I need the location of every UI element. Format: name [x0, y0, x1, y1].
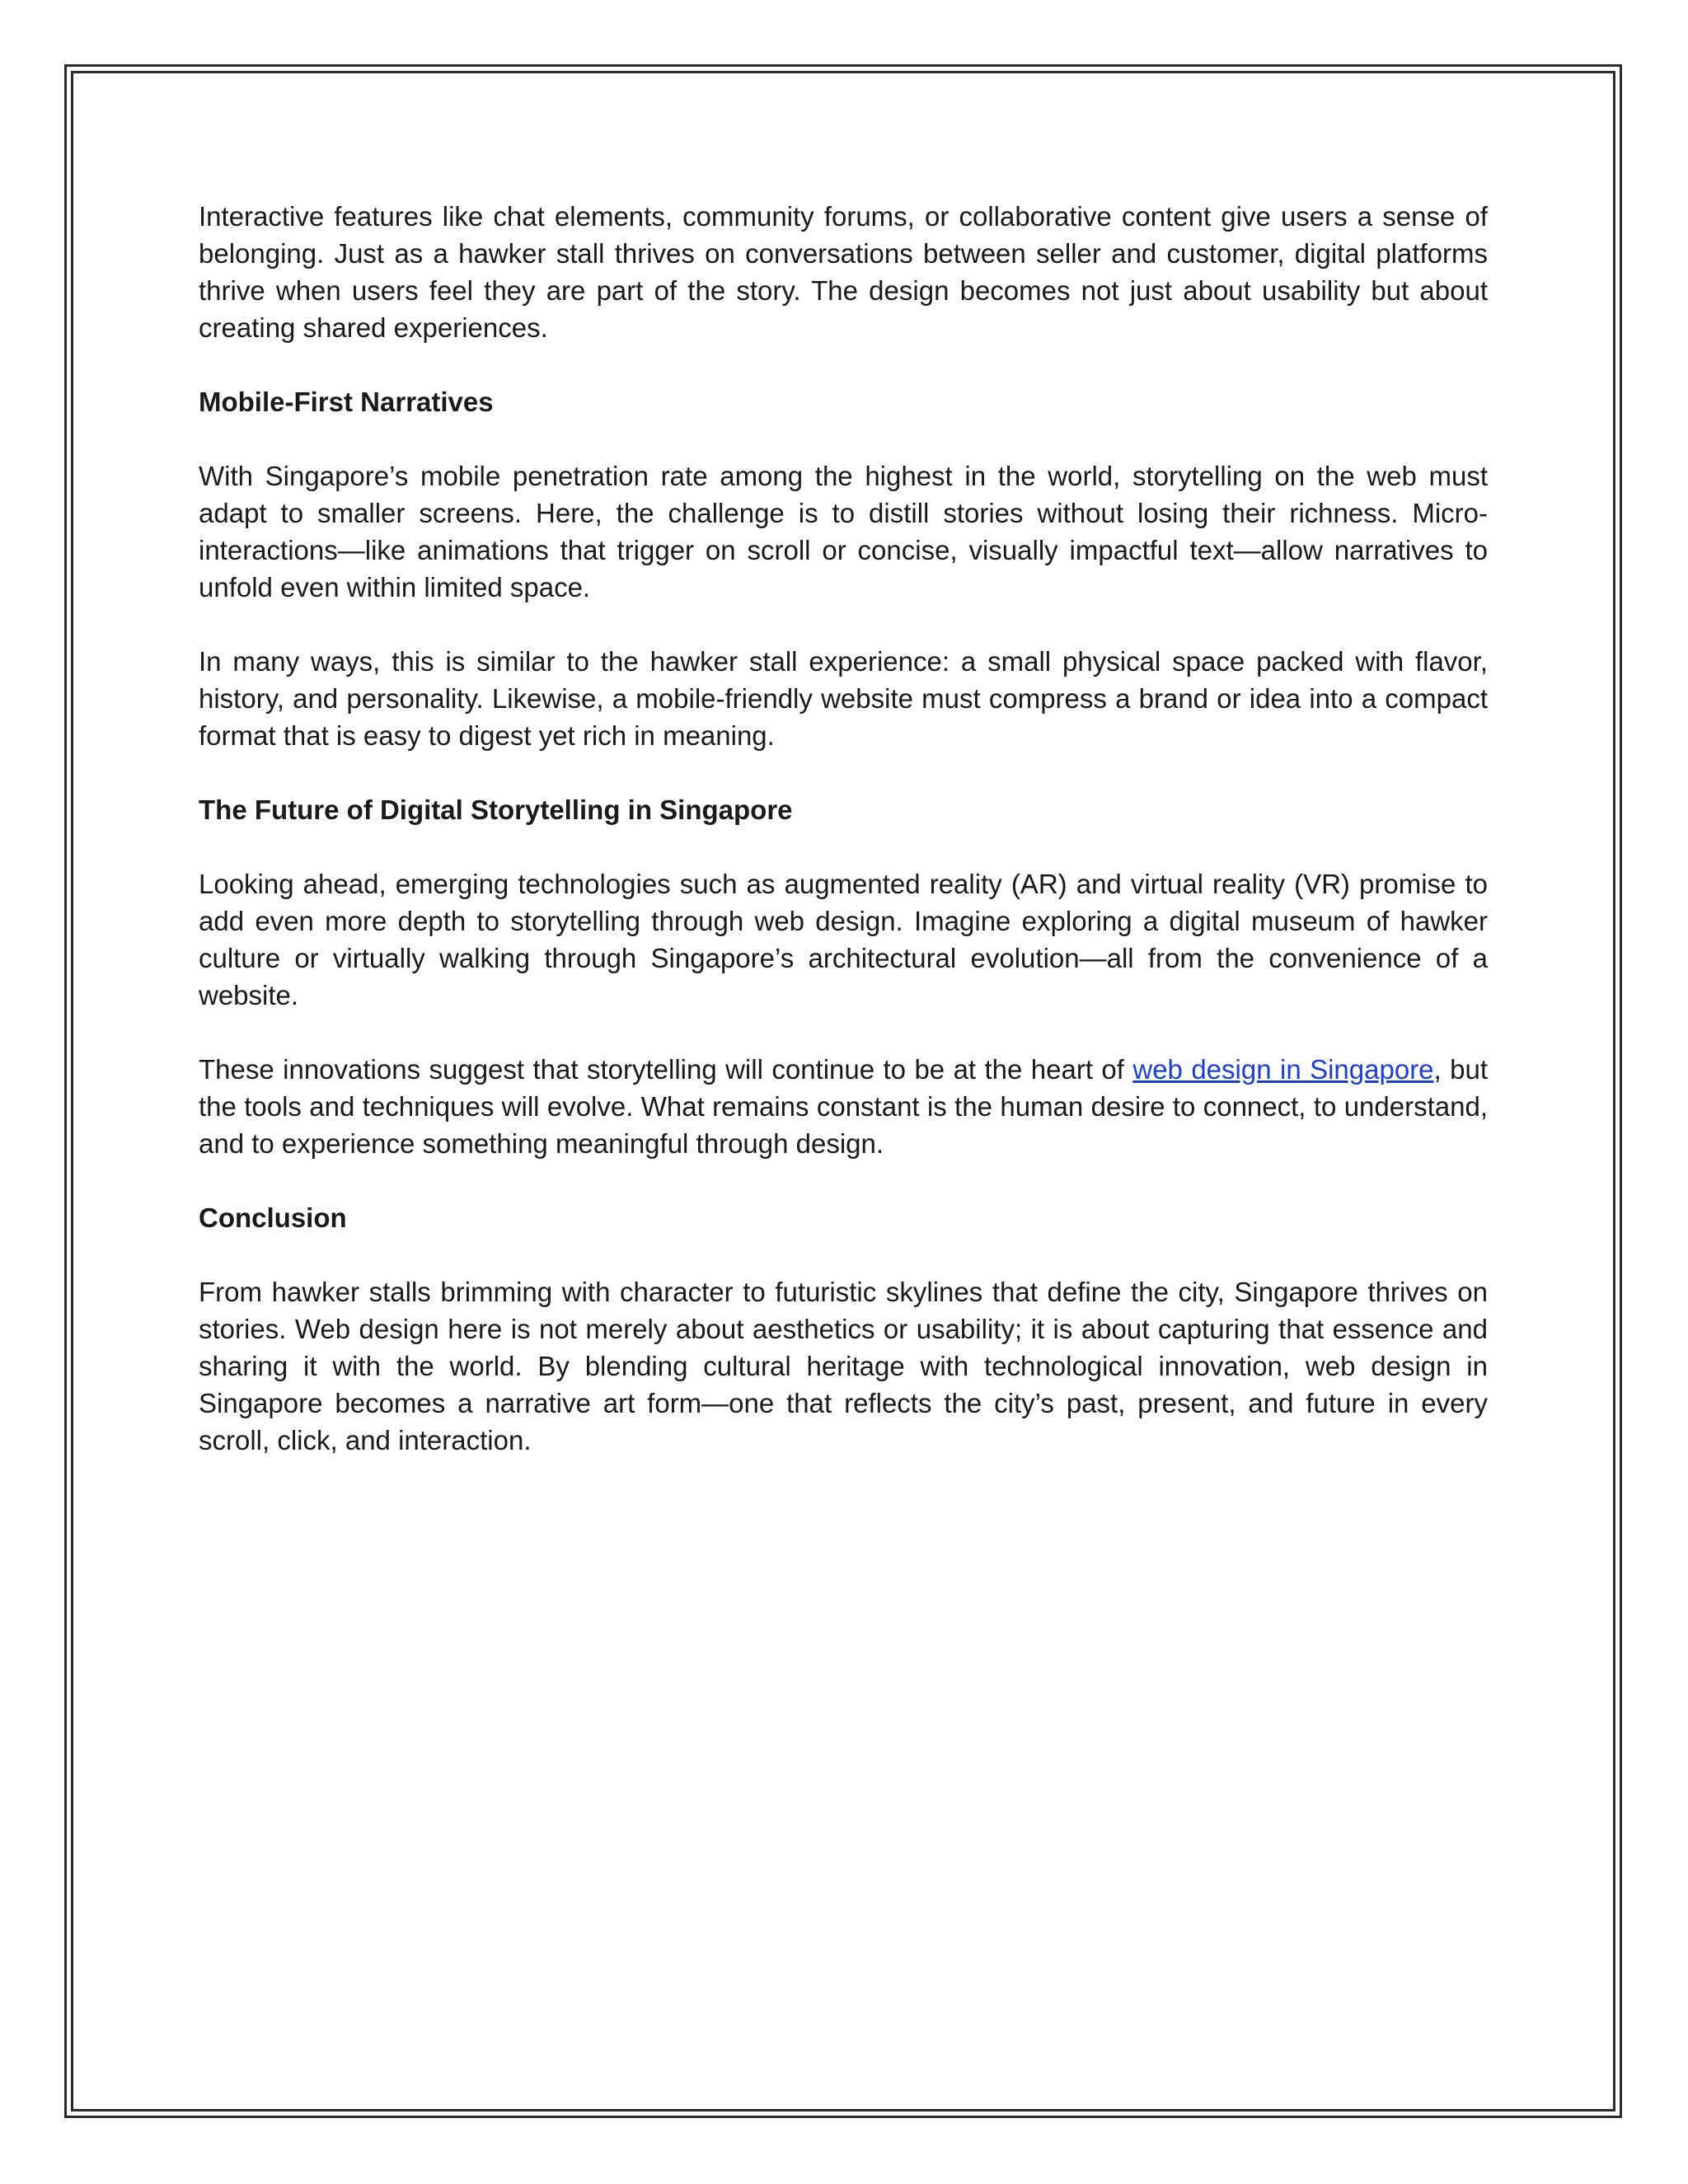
- paragraph-future-2-end: , but the tools and techniques will evolve. What remains constant is the human desire to connect, to understand, and to experience something meaningful through design.: [199, 1054, 1489, 1159]
- paragraph-mobile-2: In many ways, this is similar to the hawker stall experience: a small physical space packed with flavor, history, and personality. Likewise, a mobile-friendly website must compress a brand or idea into a compact format that is easy to digest yet rich in meaning.: [199, 646, 1488, 751]
- document-body: [199, 198, 1488, 1496]
- heading-mobile-first: Mobile-First Narratives: [199, 387, 494, 417]
- web-design-link[interactable]: web design in Singapore: [1132, 1054, 1434, 1085]
- paragraph-interactive-features: Interactive features like chat elements, community forums, or collaborative content give users a sense of belonging. Just as a hawker stall thrives on conversations between seller and customer, digital platforms thrive when users feel they are part of the story. The design becomes not just about usability but about creating shared experiences.: [199, 201, 1488, 343]
- paragraph-conclusion: From hawker stalls brimming with character to futuristic skylines that define the city, Singapore thrives on stories. Web design here is not merely about aesthetics or usability; it is about capturing that essence and sharing it with the world. By blending cultural heritage with technological innovation, web design in Singapore becomes a narrative art form—one that reflects the city’s past, present, and future in every scroll, click, and interaction.: [199, 1277, 1488, 1455]
- paragraph-mobile-1: With Singapore’s mobile penetration rate among the highest in the world, storytelling on the web must adapt to smaller screens. Here, the challenge is to distill stories without losing their richness. Micro-interactions—like animations that trigger on scroll or concise, visually impactful text—allow narratives to unfold even within limited space.: [199, 461, 1488, 602]
- paragraph-future-2-start: These innovations suggest that storytelling will continue to be at the heart of: [199, 1054, 1133, 1085]
- paragraph-future-2: [199, 1051, 1488, 1162]
- heading-conclusion: Conclusion: [199, 1202, 347, 1233]
- heading-future: The Future of Digital Storytelling in Singapore: [199, 794, 793, 825]
- paragraph-future-1: Looking ahead, emerging technologies such as augmented reality (AR) and virtual reality (VR) promise to add even more depth to storytelling through web design. Imagine exploring a digital museum of hawker culture or virtually walking through Singapore’s architectural evolution—all from the convenience of a website.: [199, 869, 1488, 1010]
